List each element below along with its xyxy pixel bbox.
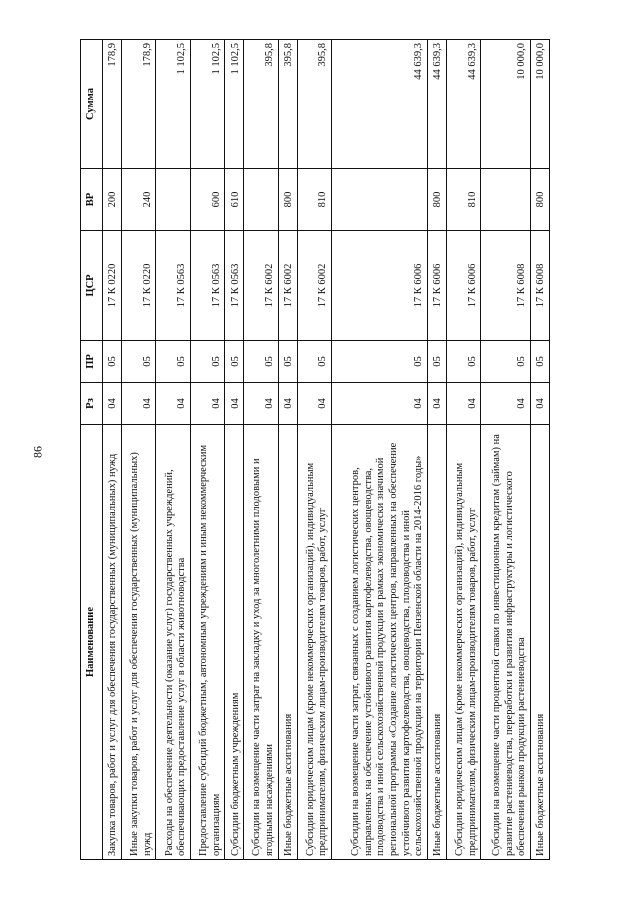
table-row [446, 40, 480, 860]
cell-name: Иные бюджетные ассигнования [530, 425, 549, 860]
table-row [122, 40, 156, 860]
cell-rz: 04 [190, 383, 224, 425]
cell-rz: 04 [122, 383, 156, 425]
header-vr: ВР [81, 169, 103, 231]
cell-rz: 04 [331, 383, 427, 425]
cell-vr: 600 [190, 169, 224, 231]
header-rz: Рз [81, 383, 103, 425]
cell-pr: 05 [103, 341, 122, 383]
cell-vr [331, 169, 427, 231]
table-row [103, 40, 122, 860]
cell-rz: 04 [103, 383, 122, 425]
cell-pr: 05 [530, 341, 549, 383]
cell-pr: 05 [122, 341, 156, 383]
cell-csr: 17 К 0220 [103, 231, 122, 341]
cell-sum: 44 639,3 [446, 40, 480, 169]
cell-sum: 395,8 [244, 40, 278, 169]
cell-name: Иные бюджетные ассигнования [427, 425, 446, 860]
cell-csr: 17 К 6002 [278, 231, 297, 341]
cell-vr: 240 [122, 169, 156, 231]
cell-csr: 17 К 6002 [297, 231, 331, 341]
cell-sum: 44 639,3 [331, 40, 427, 169]
cell-sum: 10 000,0 [530, 40, 549, 169]
cell-name: Субсидии юридическим лицам (кроме некоммерческих организаций), индивидуальным предпринимателям, физическим лицам-производителям товаров, работ, услуг [297, 425, 331, 860]
cell-name: Субсидии на возмещение части затрат, связанных с созданием логистических центров, направленных на обеспечение устойчивого развития картофелеводства, овощеводства, плодоводства и иной сельскохозяйственной продукции в рамках экономически значимой региональной программы «Создание логистических центров, направленных на обеспечение устойчивого развития картофелеводства, овощеводства, плодоводства и иной сельскохозяйственной продукции на территории Пензенской области на 2014-2016 годы» [331, 425, 427, 860]
cell-sum: 10 000,0 [481, 40, 531, 169]
cell-pr: 05 [244, 341, 278, 383]
cell-csr: 17 К 0220 [122, 231, 156, 341]
cell-name: Субсидии бюджетным учреждениям [225, 425, 244, 860]
cell-sum: 178,9 [122, 40, 156, 169]
cell-csr: 17 К 6008 [481, 231, 531, 341]
cell-pr: 05 [331, 341, 427, 383]
cell-name: Иные закупки товаров, работ и услуг для обеспечения государственных (муниципальных) нужд [122, 425, 156, 860]
cell-vr [481, 169, 531, 231]
cell-name: Иные бюджетные ассигнования [278, 425, 297, 860]
cell-vr: 810 [297, 169, 331, 231]
cell-name: Субсидии юридическим лицам (кроме некоммерческих организаций), индивидуальным предпринимателям, физическим лицам-производителям товаров, работ, услуг [446, 425, 480, 860]
header-pr: ПР [81, 341, 103, 383]
cell-sum: 1 102,5 [225, 40, 244, 169]
cell-vr [156, 169, 190, 231]
cell-csr: 17 К 6002 [244, 231, 278, 341]
table-row [190, 40, 224, 860]
cell-csr: 17 К 6008 [530, 231, 549, 341]
table-row [278, 40, 297, 860]
cell-vr: 800 [427, 169, 446, 231]
cell-rz: 04 [225, 383, 244, 425]
cell-pr: 05 [156, 341, 190, 383]
cell-vr: 610 [225, 169, 244, 231]
cell-name: Предоставление субсидий бюджетным, автономным учреждениям и иным некоммерческим организациям [190, 425, 224, 860]
table-row [244, 40, 278, 860]
cell-vr: 800 [278, 169, 297, 231]
page-number: 86 [30, 446, 45, 458]
cell-csr: 17 К 6006 [427, 231, 446, 341]
table-row [530, 40, 549, 860]
table-row [297, 40, 331, 860]
cell-pr: 05 [190, 341, 224, 383]
cell-pr: 05 [481, 341, 531, 383]
rotated-page-content [80, 40, 550, 860]
header-csr: ЦСР [81, 231, 103, 341]
cell-rz: 04 [297, 383, 331, 425]
cell-sum: 395,8 [297, 40, 331, 169]
cell-csr: 17 К 0563 [156, 231, 190, 341]
table-row [156, 40, 190, 860]
cell-csr: 17 К 6006 [331, 231, 427, 341]
table-row [481, 40, 531, 860]
cell-vr: 800 [530, 169, 549, 231]
table-row [225, 40, 244, 860]
cell-pr: 05 [225, 341, 244, 383]
table-row [427, 40, 446, 860]
cell-pr: 05 [427, 341, 446, 383]
cell-rz: 04 [481, 383, 531, 425]
cell-vr [244, 169, 278, 231]
cell-name: Субсидии на возмещение части процентной ставки по инвестиционным кредитам (займам) на развитие растениеводства, переработки и развития инфраструктуры и логистического обеспечения рынков продукции растениеводства [481, 425, 531, 860]
cell-rz: 04 [427, 383, 446, 425]
cell-sum: 44 639,3 [427, 40, 446, 169]
cell-rz: 04 [278, 383, 297, 425]
cell-rz: 04 [156, 383, 190, 425]
cell-csr: 17 К 0563 [190, 231, 224, 341]
table-row [331, 40, 427, 860]
header-sum: Сумма [81, 40, 103, 169]
cell-sum: 178,9 [103, 40, 122, 169]
cell-name: Закупка товаров, работ и услуг для обеспечения государственных (муниципальных) нужд [103, 425, 122, 860]
table-header-row [81, 40, 103, 860]
cell-vr: 200 [103, 169, 122, 231]
cell-sum: 1 102,5 [190, 40, 224, 169]
cell-sum: 1 102,5 [156, 40, 190, 169]
cell-rz: 04 [446, 383, 480, 425]
cell-vr: 810 [446, 169, 480, 231]
cell-name: Субсидии на возмещение части затрат на закладку и уход за многолетними плодовыми и ягодными насаждениями [244, 425, 278, 860]
cell-csr: 17 К 0563 [225, 231, 244, 341]
cell-pr: 05 [446, 341, 480, 383]
cell-pr: 05 [297, 341, 331, 383]
budget-table [80, 39, 550, 860]
cell-sum: 395,8 [278, 40, 297, 169]
cell-name: Расходы на обеспечение деятельности (оказание услуг) государственных учреждений, обеспечивающих предоставление услуг в области животноводства [156, 425, 190, 860]
cell-rz: 04 [244, 383, 278, 425]
header-name: Наименование [81, 425, 103, 860]
cell-rz: 04 [530, 383, 549, 425]
cell-csr: 17 К 6006 [446, 231, 480, 341]
cell-pr: 05 [278, 341, 297, 383]
